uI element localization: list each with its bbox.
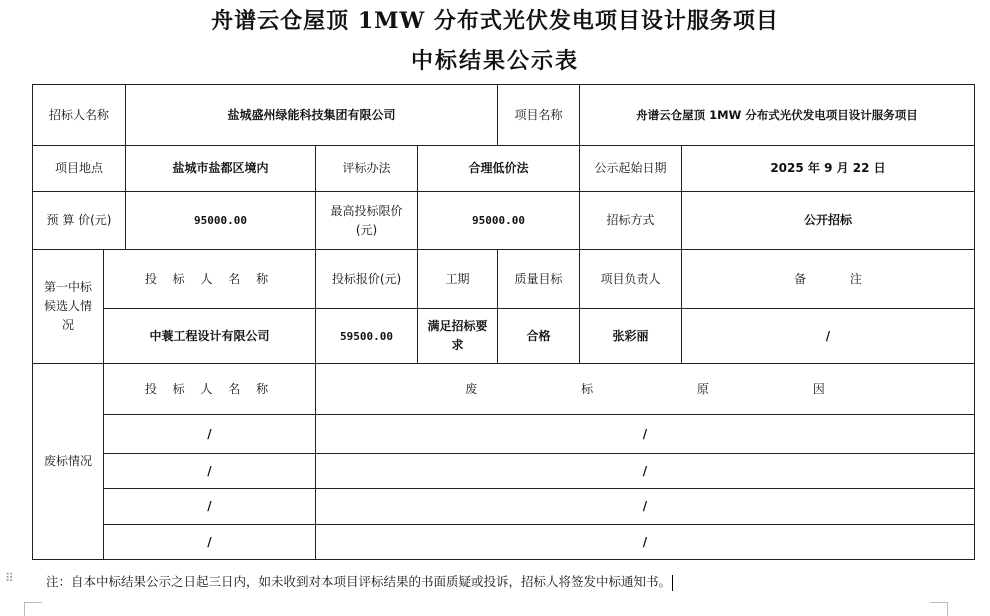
project-name-value: 舟谱云仓屋顶 1MW 分布式光伏发电项目设计服务项目 (579, 84, 975, 146)
text-cursor (672, 575, 673, 591)
tender-mode-label: 招标方式 (579, 191, 682, 250)
document-subtitle: 中标结果公示表 (410, 48, 579, 74)
rejected-row-bidder: / (103, 488, 316, 525)
evaluation-method-value: 合理低价法 (417, 145, 580, 192)
candidate-bid-price-value: 59500.00 (315, 308, 418, 364)
location-value: 盐城市盐都区境内 (125, 145, 316, 192)
location-label: 项目地点 (32, 145, 126, 192)
rejected-row-bidder: / (103, 414, 316, 454)
note-text: 注：自本中标结果公示之日起三日内，如未收到对本项目评标结果的书面质疑或投诉，招标人将签发中标通知书。 (46, 574, 672, 589)
candidate-duration-value: 满足招标要求 (417, 308, 498, 364)
candidate-section-label: 第一中标候选人情况 (32, 249, 104, 364)
page-corner-mark (930, 602, 948, 616)
candidate-header-bidder: 投 标 人 名 称 (103, 249, 316, 309)
rejected-row-reason: / (315, 453, 975, 489)
candidate-bidder-value: 中蓑工程设计有限公司 (103, 308, 316, 364)
rejected-row-reason: / (315, 488, 975, 525)
candidate-header-duration: 工期 (417, 249, 498, 309)
max-price-value: 95000.00 (417, 191, 580, 250)
drag-handle-icon[interactable]: ⠿ (5, 571, 13, 585)
tenderer-value: 盐城盛州绿能科技集团有限公司 (125, 84, 498, 146)
candidate-remarks-value: / (681, 308, 975, 364)
rejected-section-label: 废标情况 (32, 363, 104, 560)
rejected-header-bidder: 投 标 人 名 称 (103, 363, 316, 415)
evaluation-method-label: 评标办法 (315, 145, 418, 192)
tenderer-label: 招标人名称 (32, 84, 126, 146)
candidate-header-remarks: 备 注 (681, 249, 975, 309)
rejected-row-bidder: / (103, 524, 316, 560)
rejected-row-reason: / (315, 414, 975, 454)
budget-value: 95000.00 (125, 191, 316, 250)
candidate-manager-value: 张彩丽 (579, 308, 682, 364)
budget-label: 预 算 价(元) (32, 191, 126, 250)
project-name-label: 项目名称 (497, 84, 580, 146)
start-date-label: 公示起始日期 (579, 145, 682, 192)
document-title: 舟谱云仓屋顶 1MW 分布式光伏发电项目设计服务项目 (211, 8, 779, 34)
rejected-header-reason: 废 标 原 因 (315, 363, 975, 415)
page-corner-mark (24, 602, 42, 616)
rejected-row-reason: / (315, 524, 975, 560)
candidate-quality-value: 合格 (497, 308, 580, 364)
start-date-value: 2025 年 9 月 22 日 (681, 145, 975, 192)
max-price-label: 最高投标限价(元) (315, 191, 418, 250)
candidate-header-quality: 质量目标 (497, 249, 580, 309)
candidate-header-bid-price: 投标报价(元) (315, 249, 418, 309)
candidate-header-manager: 项目负责人 (579, 249, 682, 309)
rejected-row-bidder: / (103, 453, 316, 489)
tender-mode-value: 公开招标 (681, 191, 975, 250)
note-line[interactable] (46, 572, 674, 591)
